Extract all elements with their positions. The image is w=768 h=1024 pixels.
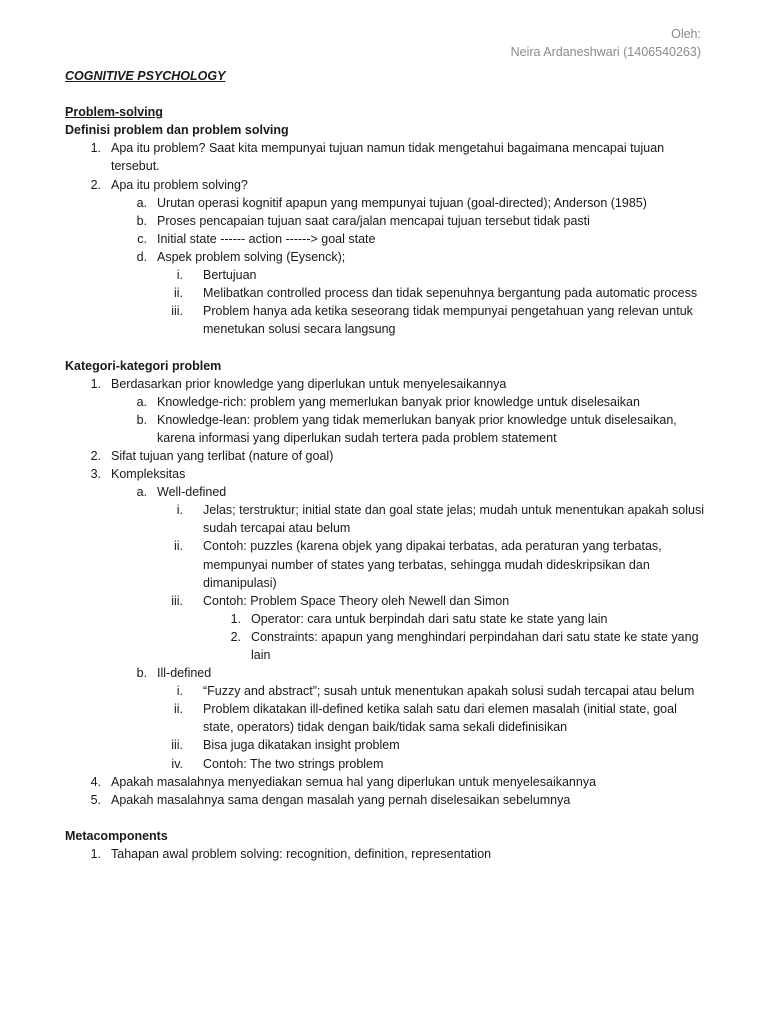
- list-marker: 1.: [90, 847, 101, 862]
- list-text: Tahapan awal problem solving: recognition, definition, representation: [111, 847, 492, 862]
- list-item: [65, 393, 705, 411]
- list-marker: a.: [136, 195, 147, 210]
- list-item: [65, 248, 705, 266]
- list-item: [65, 592, 705, 610]
- list-item: [65, 664, 705, 682]
- list-text: Contoh: The two strings problem: [203, 756, 384, 771]
- list-item: [65, 375, 705, 393]
- list-marker: 5.: [90, 792, 101, 807]
- section-heading-problem-solving: Problem-solving: [65, 105, 163, 120]
- list-text: Melibatkan controlled process dan tidak sepenuhnya bergantung pada automatic process: [203, 286, 698, 301]
- list-marker: iii.: [171, 304, 183, 319]
- list-item: [65, 176, 705, 194]
- list-marker: ii.: [173, 702, 183, 717]
- spacer: [65, 338, 705, 356]
- section-heading-kategori: Kategori-kategori problem: [65, 358, 222, 373]
- author-block: [511, 25, 701, 61]
- list-marker: 1.: [90, 141, 101, 156]
- list-text: Apakah masalahnya menyediakan semua hal yang diperlukan untuk menyelesaikannya: [111, 774, 597, 789]
- list-text: “Fuzzy and abstract”; susah untuk menentukan apakah solusi sudah tercapai atau belum: [203, 684, 695, 699]
- list-item: [65, 447, 705, 465]
- document-body: [65, 67, 705, 863]
- list-text: Initial state ------ action ------> goal state: [157, 231, 376, 246]
- list-item: [65, 465, 705, 483]
- list-marker: iii.: [171, 738, 183, 753]
- list-item: [65, 628, 705, 664]
- list-marker: c.: [137, 231, 147, 246]
- list-marker: d.: [136, 249, 147, 264]
- author-name: Neira Ardaneshwari (1406540263): [510, 45, 701, 59]
- subheading-definisi: Definisi problem dan problem solving: [65, 123, 289, 138]
- list-item: [65, 284, 705, 302]
- list-item: [65, 773, 705, 791]
- list-item: [65, 302, 705, 338]
- list-text: Well-defined: [157, 485, 227, 500]
- spacer: [65, 85, 705, 103]
- list-item: [65, 700, 705, 736]
- list-marker: 2.: [90, 177, 101, 192]
- list-text: Berdasarkan prior knowledge yang diperlukan untuk menyelesaikannya: [111, 376, 507, 391]
- list-marker: iv.: [171, 756, 183, 771]
- list-text: Kompleksitas: [111, 467, 186, 482]
- list-marker: ii.: [173, 539, 183, 554]
- list-marker: a.: [136, 394, 147, 409]
- list-marker: i.: [176, 503, 183, 518]
- list-item: [65, 139, 705, 175]
- list-marker: 3.: [90, 467, 101, 482]
- list-text: Bisa juga dikatakan insight problem: [203, 738, 400, 753]
- list-marker: b.: [136, 213, 147, 228]
- list-item: [65, 212, 705, 230]
- list-text: Proses pencapaian tujuan saat cara/jalan mencapai tujuan tersebut tidak pasti: [157, 213, 590, 228]
- list-text: Operator: cara untuk berpindah dari satu state ke state yang lain: [251, 611, 608, 626]
- list-text: Urutan operasi kognitif apapun yang mempunyai tujuan (goal-directed); Anderson (1985): [157, 195, 647, 210]
- list-text: Problem dikatakan ill-defined ketika salah satu dari elemen masalah (initial state, goal state, operators) tidak dengan baik/tidak sama sekali didefinisikan: [203, 702, 677, 735]
- list-marker: 1.: [230, 611, 241, 626]
- list-item: [65, 194, 705, 212]
- list-marker: 2.: [90, 448, 101, 463]
- list-text: Apa itu problem? Saat kita mempunyai tujuan namun tidak mengetahui bagaimana mencapai tujuan tersebut.: [111, 141, 665, 174]
- list-marker: b.: [136, 666, 147, 681]
- list-text: Ill-defined: [157, 666, 212, 681]
- spacer: [65, 809, 705, 827]
- list-text: Knowledge-rich: problem yang memerlukan banyak prior knowledge untuk diselesaikan: [157, 394, 640, 409]
- list-item: [65, 755, 705, 773]
- list-text: Jelas; terstruktur; initial state dan goal state jelas; mudah untuk menentukan apakah solusi sudah tercapai atau belum: [203, 503, 704, 536]
- list-text: Problem hanya ada ketika seseorang tidak mempunyai pengetahuan yang relevan untuk menetukan solusi secara langsung: [203, 304, 693, 337]
- list-marker: b.: [136, 412, 147, 427]
- list-item: [65, 736, 705, 754]
- list-item: [65, 610, 705, 628]
- list-text: Apa itu problem solving?: [111, 177, 248, 192]
- list-marker: 4.: [90, 774, 101, 789]
- list-text: Apakah masalahnya sama dengan masalah yang pernah diselesaikan sebelumnya: [111, 792, 571, 807]
- list-item: [65, 230, 705, 248]
- list-text: Aspek problem solving (Eysenck);: [157, 249, 346, 264]
- list-marker: iii.: [171, 593, 183, 608]
- list-marker: 2.: [230, 629, 241, 644]
- by-label: Oleh:: [671, 27, 701, 41]
- list-text: Sifat tujuan yang terlibat (nature of goal): [111, 448, 334, 463]
- list-item: [65, 791, 705, 809]
- list-item: [65, 266, 705, 284]
- list-text: Constraints: apapun yang menghindari perpindahan dari satu state ke state yang lain: [251, 629, 699, 662]
- list-item: [65, 411, 705, 447]
- section-heading-metacomponents: Metacomponents: [65, 828, 168, 843]
- list-item: [65, 537, 705, 591]
- list-marker: ii.: [173, 286, 183, 301]
- list-marker: 1.: [90, 376, 101, 391]
- document-title: COGNITIVE PSYCHOLOGY: [65, 69, 226, 83]
- list-text: Knowledge-lean: problem yang tidak memerlukan banyak prior knowledge untuk diselesaikan, karena informasi yang diperlukan sudah tertera pada problem statement: [157, 412, 677, 445]
- list-text: Contoh: puzzles (karena objek yang dipakai terbatas, ada peraturan yang terbatas, mempunyai number of states yang terbatas, sehingga mudah dideskripsikan dan dimanipulasi): [203, 539, 662, 590]
- list-item: [65, 845, 705, 863]
- list-item: [65, 501, 705, 537]
- list-text: Bertujuan: [203, 268, 257, 283]
- list-text: Contoh: Problem Space Theory oleh Newell dan Simon: [203, 593, 510, 608]
- list-marker: i.: [176, 268, 183, 283]
- list-item: [65, 483, 705, 501]
- list-marker: a.: [136, 485, 147, 500]
- list-item: [65, 682, 705, 700]
- list-marker: i.: [176, 684, 183, 699]
